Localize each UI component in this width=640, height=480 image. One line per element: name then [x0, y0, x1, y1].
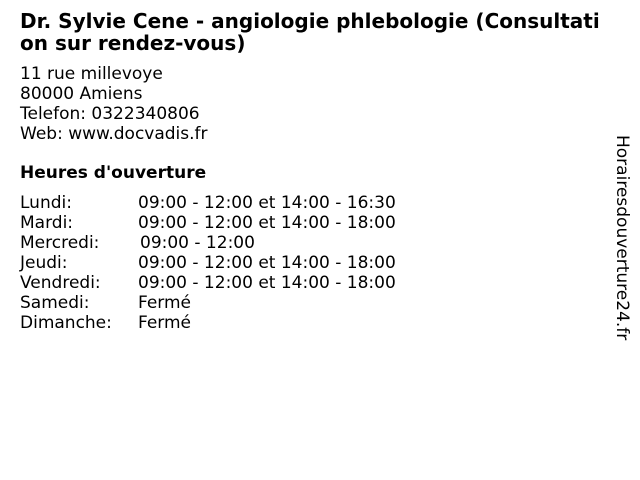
day-label: Samedi: [20, 293, 90, 313]
day-label: Dimanche: [20, 313, 112, 333]
day-label: Jeudi: [20, 253, 68, 273]
hours-value: 09:00 - 12:00 et 14:00 - 18:00 [138, 213, 396, 233]
opening-hours-heading: Heures d'ouverture [20, 163, 207, 183]
day-label: Lundi: [20, 193, 72, 213]
day-label: Mardi: [20, 213, 74, 233]
hours-value: 09:00 - 12:00 [140, 233, 255, 253]
hours-value: Fermé [138, 293, 192, 313]
hours-value: 09:00 - 12:00 et 14:00 - 18:00 [138, 273, 396, 293]
watermark-text: Horairesdouverture24.fr [612, 135, 632, 341]
website: Web: www.docvadis.fr [20, 124, 208, 144]
phone-number: Telefon: 0322340806 [20, 104, 200, 124]
city-postcode: 80000 Amiens [20, 84, 143, 104]
day-label: Vendredi: [20, 273, 101, 293]
business-title: Dr. Sylvie Cene - angiologie phlebologie (Consultation sur rendez-vous) [20, 9, 600, 55]
day-label: Mercredi: [20, 233, 100, 253]
hours-value: 09:00 - 12:00 et 14:00 - 16:30 [138, 193, 396, 213]
street-address: 11 rue millevoye [20, 64, 163, 84]
hours-value: Fermé [138, 313, 192, 333]
address-block [20, 64, 208, 144]
hours-value: 09:00 - 12:00 et 14:00 - 18:00 [138, 253, 396, 273]
